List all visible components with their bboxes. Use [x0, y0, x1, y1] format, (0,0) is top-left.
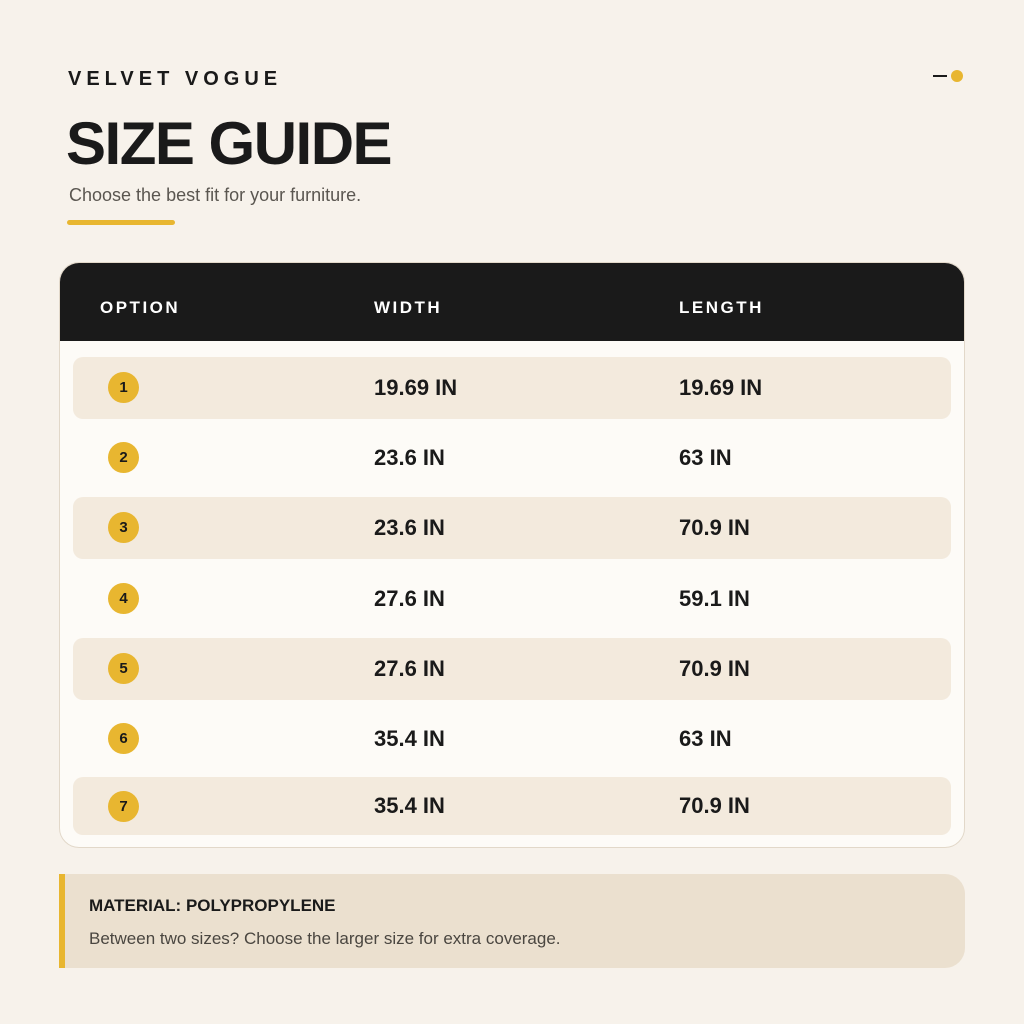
brand-name: VELVET VOGUE	[68, 68, 283, 90]
column-header-option: OPTION	[100, 298, 181, 317]
material-note	[59, 874, 965, 968]
page-title: SIZE GUIDE	[66, 110, 392, 177]
table-row	[73, 777, 951, 835]
length-cell: 59.1 IN	[679, 586, 750, 611]
length-cell: 63 IN	[679, 445, 732, 470]
width-cell: 23.6 IN	[374, 515, 445, 540]
note-title: MATERIAL: POLYPROPYLENE	[89, 896, 336, 915]
width-cell: 27.6 IN	[374, 656, 445, 681]
option-badge: 1	[108, 372, 139, 403]
width-cell: 27.6 IN	[374, 586, 445, 611]
option-badge: 2	[108, 442, 139, 473]
table-row	[73, 427, 951, 489]
width-cell: 35.4 IN	[374, 793, 445, 818]
width-cell: 23.6 IN	[374, 445, 445, 470]
table-row	[73, 568, 951, 630]
width-cell: 19.69 IN	[374, 375, 458, 400]
option-badge: 7	[108, 791, 139, 822]
dot-icon	[951, 70, 963, 82]
page-subtitle: Choose the best fit for your furniture.	[69, 185, 362, 205]
title-underline	[67, 220, 175, 225]
option-badge: 6	[108, 723, 139, 754]
option-badge: 4	[108, 583, 139, 614]
option-badge: 3	[108, 512, 139, 543]
option-badge: 5	[108, 653, 139, 684]
note-accent-bar	[59, 874, 65, 968]
note-text: Between two sizes? Choose the larger size for extra coverage.	[89, 929, 561, 948]
table-row	[73, 357, 951, 419]
column-header-length: LENGTH	[679, 298, 764, 317]
table-row	[73, 497, 951, 559]
column-header-width: WIDTH	[374, 298, 443, 317]
table-body	[60, 263, 964, 847]
table-row	[73, 638, 951, 700]
width-cell: 35.4 IN	[374, 726, 445, 751]
length-cell: 70.9 IN	[679, 656, 750, 681]
table-row	[73, 708, 951, 770]
dash-icon	[933, 75, 947, 77]
size-table	[59, 262, 965, 848]
length-cell: 63 IN	[679, 726, 732, 751]
decorative-dash-dot-icon	[933, 69, 965, 83]
length-cell: 19.69 IN	[679, 375, 763, 400]
length-cell: 70.9 IN	[679, 793, 750, 818]
length-cell: 70.9 IN	[679, 515, 750, 540]
